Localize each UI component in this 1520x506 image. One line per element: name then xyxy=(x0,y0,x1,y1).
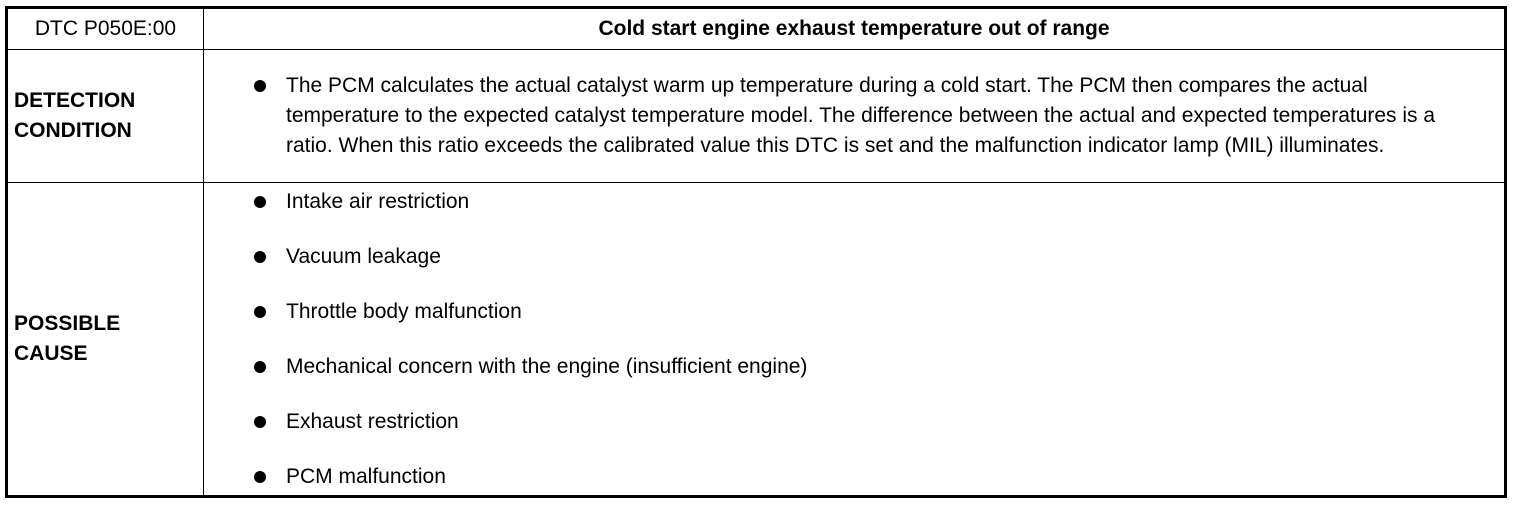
list-item xyxy=(254,71,1504,161)
bullet-icon xyxy=(254,306,266,318)
list-item xyxy=(254,242,1504,272)
detection-row xyxy=(7,50,1506,183)
cause-text: Exhaust restriction xyxy=(286,409,459,433)
causes-row xyxy=(7,183,1506,497)
dtc-code: DTC P050E:00 xyxy=(7,8,204,50)
cause-text: Throttle body malfunction xyxy=(286,299,522,323)
list-item xyxy=(254,462,1504,492)
causes-list xyxy=(204,187,1504,492)
bullet-icon xyxy=(254,196,266,208)
detection-label-line1: DETECTION xyxy=(14,89,136,112)
possible-cause-label xyxy=(7,183,204,497)
detection-condition-label xyxy=(7,50,204,183)
bullet-icon xyxy=(254,416,266,428)
cause-label-line1: POSSIBLE xyxy=(14,312,121,335)
cause-text: Vacuum leakage xyxy=(286,244,441,268)
bullet-icon xyxy=(254,251,266,263)
detection-label-line2: CONDITION xyxy=(14,119,132,142)
detection-text: The PCM calculates the actual catalyst warm up temperature during a cold start. The PCM then compares the actual temperature to the expected catalyst temperature model. The difference between the actual and expected temperatures is a ratio. When this ratio exceeds the calibrated value this DTC is set and the malfunction indicator lamp (MIL) illuminates. xyxy=(286,74,1436,157)
bullet-icon xyxy=(254,80,266,92)
list-item xyxy=(254,297,1504,327)
bullet-icon xyxy=(254,471,266,483)
cause-label-line2: CAUSE xyxy=(14,342,88,365)
bullet-icon xyxy=(254,361,266,373)
detection-condition-cell xyxy=(204,50,1506,183)
dtc-title: Cold start engine exhaust temperature out of range xyxy=(204,8,1506,50)
cause-text: Mechanical concern with the engine (insufficient engine) xyxy=(286,354,808,378)
cause-text: PCM malfunction xyxy=(286,464,446,488)
possible-cause-cell xyxy=(204,183,1506,497)
dtc-table xyxy=(5,6,1507,498)
list-item xyxy=(254,187,1504,217)
cause-text: Intake air restriction xyxy=(286,189,470,213)
list-item xyxy=(254,352,1504,382)
list-item xyxy=(254,407,1504,437)
header-row xyxy=(7,8,1506,50)
detection-list xyxy=(204,71,1504,161)
